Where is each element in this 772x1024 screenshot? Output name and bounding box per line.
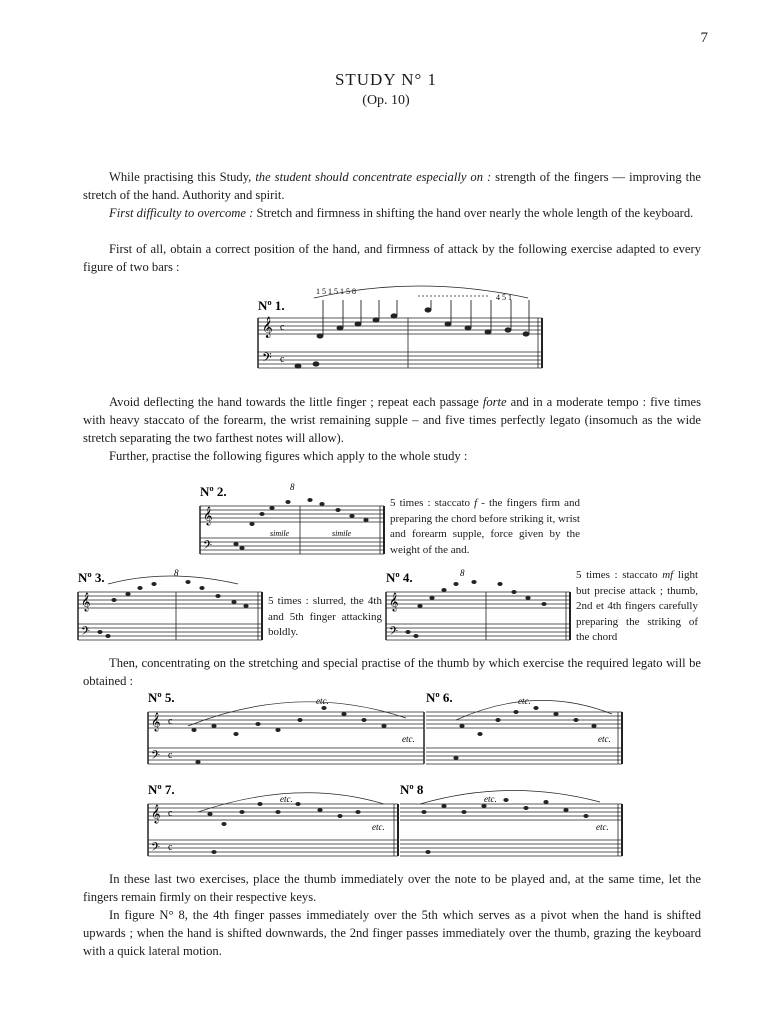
figure-6-etc-1: etc. [518, 696, 531, 706]
figure-5-etc-2: etc. [402, 734, 415, 744]
page-number: 7 [700, 30, 708, 46]
figure-2-simile-1: simile [270, 529, 290, 538]
svg-text:𝄢: 𝄢 [151, 750, 161, 765]
svg-text:𝄢: 𝄢 [389, 626, 399, 641]
figure-1-label: Nº 1. [258, 298, 285, 313]
music-figure-1 [258, 280, 548, 380]
music-figure-6 [426, 690, 626, 780]
svg-text:𝄢: 𝄢 [203, 540, 213, 555]
figure-6-label: Nº 6. [426, 690, 453, 705]
figure-3-octave: 8 [174, 568, 179, 578]
figure-3-caption: 5 times : slurred, the 4th and 5th finger attacking boldly. [268, 595, 382, 638]
svg-text:c: c [168, 808, 173, 819]
closing-paragraph-1: Then, concentrating on the stretching and special practise of the thumb by which exercise the required legato will be obtained : [83, 656, 701, 688]
svg-text:c: c [168, 842, 173, 853]
svg-text:𝄞: 𝄞 [389, 594, 399, 611]
music-figure-7 [148, 782, 398, 872]
closing-paragraph-3: In figure N° 8, the 4th finger passes immediately over the 5th which serves as a pivot when the hand is shifted upwards ; when the hand is shifted downwards, the 2nd finger passes immediately over the thumb, grazing the keyboard with a quick lateral motion. [83, 908, 701, 958]
figure-4-label: Nº 4. [386, 570, 413, 585]
intro-paragraph-1: While practising this Study, the student should concentrate especially on : strength of the fingers — improving the stretch of the hand. Authority and spirit. [83, 170, 701, 202]
figure-3-label: Nº 3. [78, 570, 105, 585]
figure-7-etc-1: etc. [280, 794, 293, 804]
svg-text:𝄢: 𝄢 [262, 352, 272, 368]
figure-8-etc-2: etc. [596, 822, 609, 832]
figure-5-etc-1: etc. [316, 696, 329, 706]
svg-text:𝄞: 𝄞 [151, 806, 161, 823]
music-figure-8 [400, 782, 626, 872]
figure-2-octave: 8 [290, 482, 295, 492]
figure-5-label: Nº 5. [148, 690, 175, 705]
music-figure-5 [148, 690, 424, 780]
page-title: STUDY N° 1 [334, 70, 438, 89]
figure-1-fingering-end: 4 5 1 [496, 293, 512, 302]
figure-4-caption: 5 times : staccato mf light but precise attack ; thumb, 2nd et 4th fingers carefully preparing the striking of the chord [576, 569, 699, 643]
music-figure-3 [78, 570, 264, 650]
page-subtitle: (Op. 10) [362, 93, 410, 108]
svg-text:c: c [280, 354, 285, 365]
figure-7-label: Nº 7. [148, 782, 175, 797]
music-figure-2 [200, 484, 386, 564]
svg-text:𝄞: 𝄞 [81, 594, 91, 611]
figure-2-caption: 5 times : staccato f - the fingers firm and preparing the chord before striking it, wrist and forearm supple, force given by the weight of the and. [390, 497, 581, 556]
intro-paragraph-3: First of all, obtain a correct position of the hand, and firmness of attack by the following exercise adapted to every figure of two bars : [83, 242, 701, 274]
svg-text:c: c [168, 750, 173, 761]
closing-paragraph-2: In these last two exercises, place the thumb immediately over the note to be played and, at the same time, let the fingers remain firmly on their respective keys. [83, 872, 701, 904]
figure-7-etc-2: etc. [372, 822, 385, 832]
svg-text:𝄞: 𝄞 [203, 508, 213, 525]
svg-text:c: c [168, 716, 173, 727]
figure-8-label: Nº 8 [400, 782, 424, 797]
svg-text:𝄢: 𝄢 [151, 842, 161, 857]
figure-2-simile-2: simile [332, 529, 352, 538]
svg-text:c: c [280, 322, 285, 333]
svg-text:𝄞: 𝄞 [262, 317, 273, 337]
figure-8-etc-1: etc. [484, 794, 497, 804]
svg-text:𝄞: 𝄞 [151, 714, 161, 731]
figure-2-label: Nº 2. [200, 484, 227, 499]
figure-4-octave: 8 [460, 568, 465, 578]
figure-1-fingering: 1 5 1 5 1 5 8 [316, 287, 356, 296]
figure-6-etc-2: etc. [598, 734, 611, 744]
svg-text:𝄢: 𝄢 [81, 626, 91, 641]
middle-paragraph-1: Avoid deflecting the hand towards the little finger ; repeat each passage forte and in a moderate tempo : five times with heavy staccato of the forearm, the wrist remaining supple – and five times perfectly legato (insomuch as the wide stretch separating the two farthest notes will allow). [83, 395, 701, 445]
intro-paragraph-2: First difficulty to overcome : Stretch and firmness in shifting the hand over nearly the whole length of the keyboard. [109, 206, 694, 220]
middle-paragraph-2: Further, practise the following figures which apply to the whole study : [109, 449, 468, 463]
music-figure-4 [386, 570, 572, 650]
